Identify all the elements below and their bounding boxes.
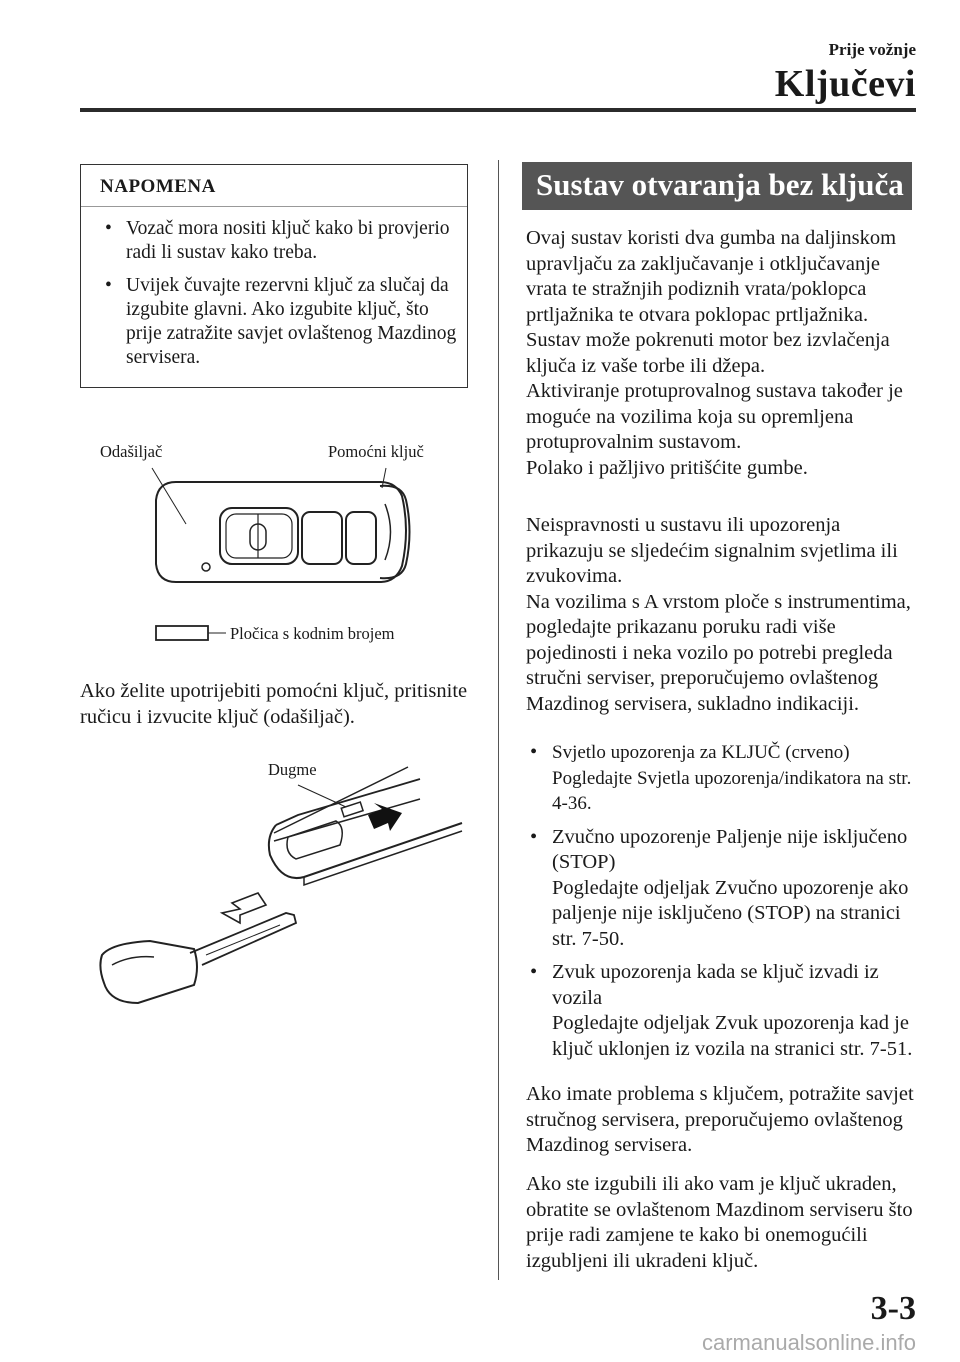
- warning-item: [526, 740, 918, 817]
- watermark: carmanualsonline.info: [701, 1330, 916, 1355]
- label-button: Dugme: [268, 760, 317, 779]
- warning-list: [526, 740, 918, 1070]
- label-transmitter: Odašiljač: [100, 442, 163, 461]
- keyless-para-5: Neispravnosti u sustavu ili upozorenja prikazuju se sljedećim signalnim svjetlima ili zvukovima.: [526, 514, 898, 587]
- note-item: [99, 274, 459, 370]
- chapter-title: Ključevi: [774, 63, 916, 105]
- bullet-icon: •: [105, 218, 112, 239]
- keyless-intro: [526, 226, 918, 481]
- keyless-para-1: Ovaj sustav koristi dva gumba na daljinskom upravljaču za zaključavanje i otključavanje vrata te stražnjih podiznih vrata/poklopca prtljažnika te otvara poklopac prtljažnika.: [526, 227, 897, 326]
- note-title: NAPOMENA: [81, 165, 467, 207]
- section-header: Prije vožnje: [828, 40, 916, 59]
- header-rule: [80, 108, 916, 112]
- key-fob-figure: [80, 430, 490, 660]
- warning-item: [526, 960, 918, 1062]
- keyless-para-4: Polako i pažljivo pritišćite gumbe.: [526, 456, 808, 479]
- warning-title: Zvuk upozorenja kada se ključ izvadi iz vozila: [552, 961, 879, 1009]
- keyless-para-6: Na vozilima s A vrstom ploče s instrumentima, pogledajte prikazanu poruku radi više pojedinosti i neka vozilo po potrebi pregleda stručni serviser, preporučujemo ovlaštenog Mazdinog servisera, sukladno indikaciji.: [526, 590, 911, 715]
- note-item: [99, 217, 459, 265]
- aux-key-figure: [90, 755, 490, 1025]
- warning-item: [526, 825, 918, 953]
- aux-key-illustration: [90, 755, 490, 1025]
- aux-key-instruction: Ako želite upotrijebiti pomoćni ključ, pritisnite ručicu i izvucite ključ (odašiljač).: [80, 680, 468, 728]
- warning-ref: Pogledajte Svjetla upozorenja/indikatora na str. 4-36.: [552, 767, 912, 814]
- label-aux-key: Pomoćni ključ: [328, 442, 424, 461]
- warning-title: Zvučno upozorenje Paljenje nije isključeno (STOP): [552, 825, 908, 873]
- keyless-para-3: Aktiviranje protuprovalnog sustava također je moguće na vozilima koja su opremljena protuprovalnim sustavom.: [526, 380, 903, 453]
- note-item-text: Vozač mora nositi ključ kako bi provjerio radi li sustav kako treba.: [126, 218, 450, 263]
- label-code-plate: Pločica s kodnim brojem: [230, 624, 395, 643]
- page-number: 3-3: [870, 1290, 916, 1327]
- section-heading: Sustav otvaranja bez ključa: [522, 162, 912, 210]
- lost-key-advice: Ako ste izgubili ili ako vam je ključ ukraden, obratite se ovlaštenom Mazdinom serviseru što prije radi zamjene te kako bi onemogućili izgubljeni ili ukradeni ključ.: [526, 1173, 913, 1272]
- warning-ref: Pogledajte odjeljak Zvučno upozorenje ako paljenje nije isključeno (STOP) na stranici str. 7-50.: [552, 876, 909, 950]
- bullet-icon: •: [105, 275, 112, 296]
- bullet-icon: •: [530, 741, 538, 763]
- note-list: [99, 217, 459, 379]
- note-box: [80, 164, 468, 388]
- keyless-warnings-intro: [526, 513, 918, 717]
- bullet-icon: •: [530, 825, 538, 848]
- warning-ref: Pogledajte odjeljak Zvuk upozorenja kad je ključ uklonjen iz vozila na stranici str. 7-51.: [552, 1012, 913, 1060]
- warning-title: Svjetlo upozorenja za KLJUČ (crveno): [552, 742, 850, 763]
- note-item-text: Uvijek čuvajte rezervni ključ za slučaj da izgubite glavni. Ako izgubite ključ, što prije zatražite savjet ovlaštenog Mazdinog servisera.: [126, 275, 457, 368]
- column-divider: [498, 160, 499, 1280]
- bullet-icon: •: [530, 961, 538, 983]
- keyless-para-2: Sustav može pokrenuti motor bez izvlačenja ključa iz vaše torbe ili džepa.: [526, 329, 890, 377]
- problem-advice: Ako imate problema s ključem, potražite savjet stručnog servisera, preporučujemo ovlaštenog Mazdinog servisera.: [526, 1083, 914, 1156]
